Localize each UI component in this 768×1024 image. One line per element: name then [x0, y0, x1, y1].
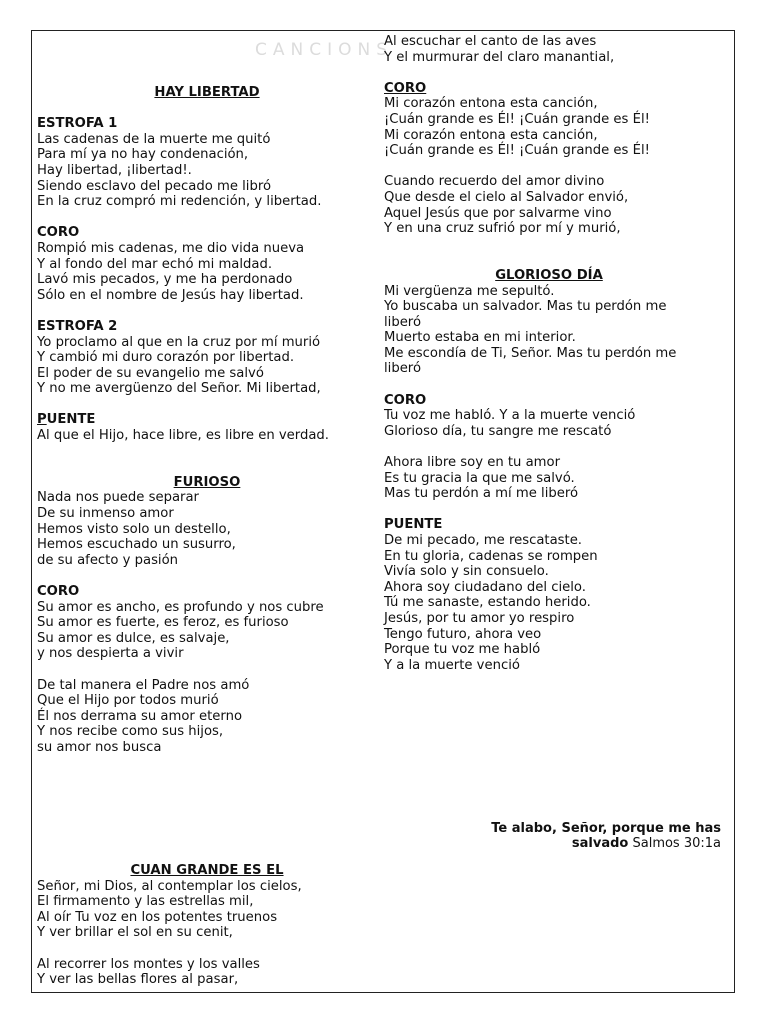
lyric-line: Para mí ya no hay condenación, [37, 147, 249, 163]
lyric-line: Y cambió mi duro corazón por libertad. [37, 350, 295, 366]
lyric-line: ¡Cuán grande es Él! ¡Cuán grande es Él! [384, 143, 650, 159]
lyric-line: Porque tu voz me habló [384, 642, 541, 658]
song-title-cuan-grande: CUAN GRANDE ES EL [130, 863, 284, 878]
lyric-line: Cuando recuerdo del amor divino [384, 174, 605, 190]
lyric-line: Mi corazón entona esta canción, [384, 127, 598, 143]
lyric-line: Es tu gracia la que me salvó. [384, 470, 575, 486]
lyric-line: Al recorrer los montes y los valles [37, 956, 260, 972]
lyric-line: De tal manera el Padre nos amó [37, 677, 250, 693]
lyric-line: Yo buscaba un salvador. Mas tu perdón me [384, 299, 667, 315]
verse-line1: Te alabo, Señor, porque me has [491, 821, 721, 836]
hay-libertad-estrofa2 [37, 335, 377, 397]
lyric-line: liberó [384, 314, 422, 330]
verse-line2: salvado [571, 836, 629, 851]
lyric-line: Su amor es dulce, es salvaje, [37, 630, 230, 646]
lyric-line: Su amor es fuerte, es feroz, es furioso [37, 615, 289, 631]
lyric-line: Glorioso día, tu sangre me rescató [384, 423, 612, 439]
lyric-line: Y en una cruz sufrió por mí y murió, [384, 221, 621, 237]
cuan-grande-estrofa3 [384, 174, 714, 236]
coro-label: CORO [384, 80, 427, 96]
lyric-line: En la cruz compró mi redención, y libertad. [37, 194, 322, 210]
lyric-line: Muerto estaba en mi interior. [384, 330, 576, 346]
lyric-line: Y nos recibe como sus hijos, [37, 724, 224, 740]
lyric-line: Y el murmurar del claro manantial, [384, 49, 615, 65]
lyric-line: Rompió mis cadenas, me dio vida nueva [37, 240, 305, 256]
lyric-line: Él nos derrama su amor eterno [37, 708, 243, 724]
hay-libertad-coro [37, 241, 377, 303]
lyric-line: El poder de su evangelio me salvó [37, 365, 264, 381]
lyric-line: Mas tu perdón a mí me liberó [384, 486, 579, 502]
lyric-line: Tengo futuro, ahora veo [384, 626, 542, 642]
lyric-line: Mi vergüenza me sepultó. [384, 283, 555, 299]
lyric-line: Que el Hijo por todos murió [37, 693, 219, 709]
lyric-line: Al escuchar el canto de las aves [384, 34, 597, 49]
furioso-coro [37, 600, 377, 662]
furioso-estrofa [37, 490, 377, 568]
bible-verse [491, 821, 721, 851]
song-title-furioso: FURIOSO [173, 474, 241, 490]
lyric-line: De su inmenso amor [37, 506, 174, 522]
cuan-grande-estrofa1 [37, 879, 377, 941]
lyric-line: Vivía solo y sin consuelo. [384, 564, 549, 580]
lyric-line: Y ver brillar el sol en su cenit, [37, 925, 233, 941]
song-title-hay-libertad: HAY LIBERTAD [154, 85, 260, 100]
lyric-line: Hemos escuchado un susurro, [37, 537, 236, 553]
coro-label: CORO [384, 392, 427, 408]
estrofa1-label: ESTROFA 1 [37, 116, 118, 132]
lyric-line: Me escondía de Ti, Señor. Mas tu perdón me [384, 345, 677, 361]
lyric-line: Las cadenas de la muerte me quitó [37, 131, 271, 147]
glorioso-dia-puente [384, 533, 714, 673]
glorioso-dia-coro [384, 408, 714, 439]
lyric-line: Su amor es ancho, es profundo y nos cubre [37, 599, 324, 615]
lyric-line: Que desde el cielo al Salvador envió, [384, 189, 629, 205]
puente-label: PUENTE [384, 517, 443, 533]
left-column-bottom [37, 863, 377, 988]
left-column [37, 85, 377, 756]
cuan-grande-coro [384, 96, 714, 158]
lyric-line: ¡Cuán grande es Él! ¡Cuán grande es Él! [384, 111, 650, 127]
watermark: CANCIONS [255, 40, 393, 60]
lyric-line: El firmamento y las estrellas mil, [37, 894, 254, 910]
lyric-line: Mi corazón entona esta canción, [384, 96, 598, 112]
lyric-line: Señor, mi Dios, al contemplar los cielos, [37, 878, 302, 894]
lyric-line: Al que el Hijo, hace libre, es libre en verdad. [37, 428, 329, 444]
lyric-line: Al oír Tu voz en los potentes truenos [37, 909, 278, 925]
lyric-line: Tu voz me habló. Y a la muerte venció [384, 408, 636, 424]
lyric-line: Y no me avergüenzo del Señor. Mi libertad, [37, 381, 321, 397]
cuan-grande-estrofa2-cont [384, 34, 714, 65]
lyric-line: Nada nos puede separar [37, 490, 199, 506]
lyric-line: Aquel Jesús que por salvarme vino [384, 205, 612, 221]
cuan-grande-estrofa2 [37, 957, 377, 988]
lyric-line: Siendo esclavo del pecado me libró [37, 178, 272, 194]
lyric-line: Ahora libre soy en tu amor [384, 455, 561, 471]
lyric-line: Sólo en el nombre de Jesús hay libertad. [37, 287, 304, 303]
verse-reference: Salmos 30:1a [632, 836, 721, 851]
lyric-line: Jesús, por tu amor yo respiro [384, 610, 575, 626]
lyric-line: Hemos visto solo un destello, [37, 521, 231, 537]
lyric-line: Ahora soy ciudadano del cielo. [384, 579, 586, 595]
lyric-line: Hay libertad, ¡libertad!. [37, 162, 192, 178]
puente-label: PUENTE [37, 412, 96, 428]
lyric-line: Yo proclamo al que en la cruz por mí murió [37, 334, 321, 350]
right-column [384, 34, 714, 673]
estrofa2-label: ESTROFA 2 [37, 318, 118, 334]
song-title-glorioso-dia: GLORIOSO DÍA [495, 267, 603, 283]
lyric-line: De mi pecado, me rescataste. [384, 533, 582, 548]
lyric-line: Y al fondo del mar echó mi maldad. [37, 256, 273, 272]
glorioso-dia-estrofa [384, 284, 714, 378]
lyric-line: y nos despierta a vivir [37, 646, 184, 662]
hay-libertad-puente [37, 428, 377, 444]
coro-label: CORO [37, 584, 80, 599]
lyric-line: Tú me sanaste, estando herido. [384, 595, 591, 611]
glorioso-dia-estrofa2 [384, 455, 714, 502]
lyric-line: de su afecto y pasión [37, 552, 179, 568]
lyric-line: Lavó mis pecados, y me ha perdonado [37, 272, 293, 288]
lyric-line: Y a la muerte venció [384, 657, 520, 673]
coro-label: CORO [37, 225, 80, 241]
hay-libertad-estrofa1 [37, 132, 377, 210]
furioso-estrofa2 [37, 678, 377, 756]
lyric-line: En tu gloria, cadenas se rompen [384, 548, 598, 564]
lyric-line: liberó [384, 361, 422, 377]
lyric-line: Y ver las bellas flores al pasar, [37, 972, 239, 988]
lyric-line: su amor nos busca [37, 739, 162, 755]
